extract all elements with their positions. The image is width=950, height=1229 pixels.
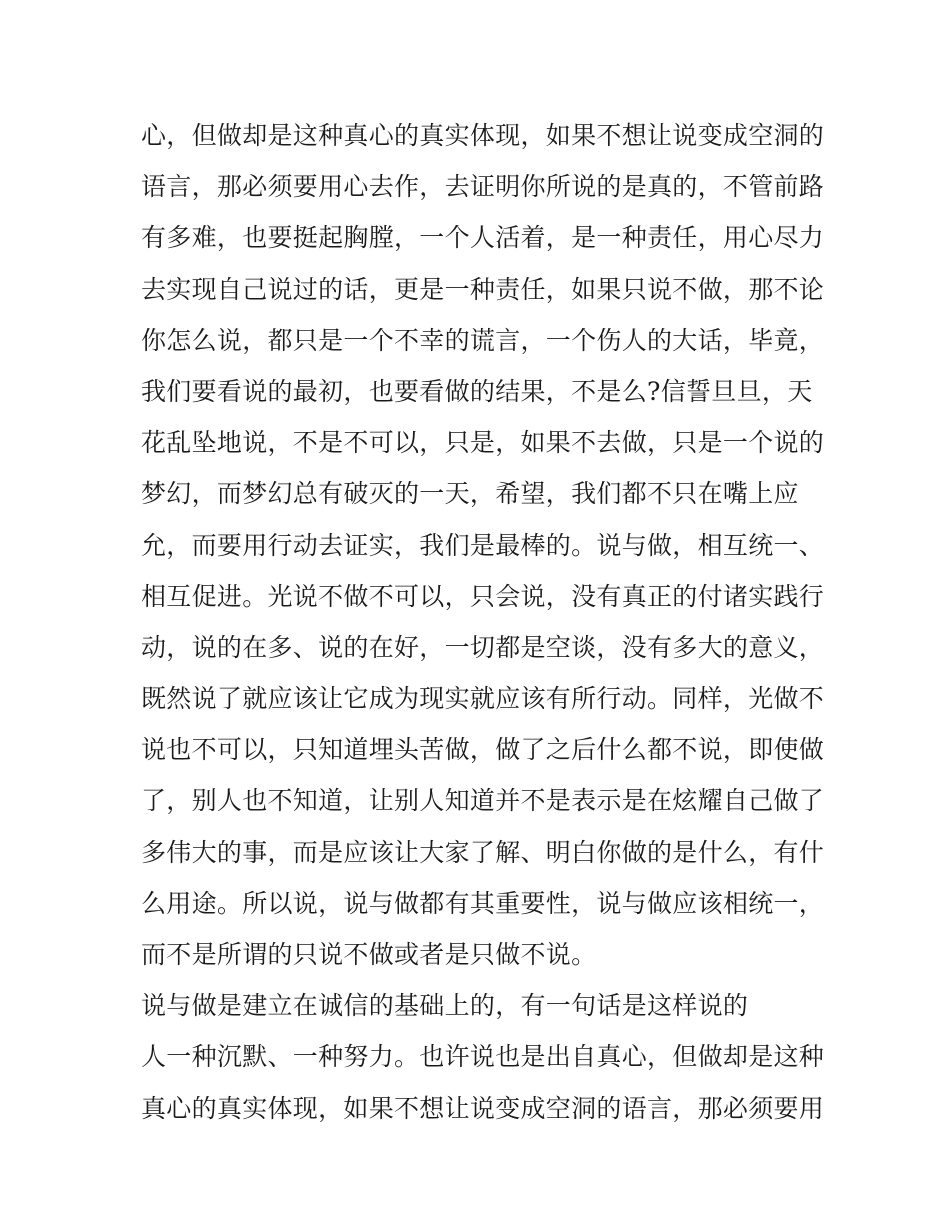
text-line: 心，但做却是这种真心的真实体现，如果不想让说变成空洞的 xyxy=(141,121,825,150)
text-line: 人一种沉默、一种努力。也许说也是出自真心，但做却是这种 xyxy=(141,1042,825,1072)
text-line: 你怎么说，都只是一个不幸的谎言，一个伤人的大话，毕竟， xyxy=(141,325,825,355)
text-line: 去实现自己说过的话，更是一种责任，如果只说不做，那不论 xyxy=(141,274,825,304)
text-line: 有多难，也要挺起胸膛，一个人活着，是一种责任，用心尽力 xyxy=(141,223,825,253)
text-line: 而不是所谓的只说不做或者是只做不说。 xyxy=(141,940,597,969)
text-line: 真心的真实体现，如果不想让说变成空洞的语言，那必须要用 xyxy=(141,1093,825,1123)
text-line: 梦幻，而梦幻总有破灭的一天，希望，我们都不只在嘴上应 xyxy=(141,479,799,509)
text-line: 了，别人也不知道，让别人知道并不是表示是在炫耀自己做了 xyxy=(141,786,825,816)
text-line: 既然说了就应该让它成为现实就应该有所行动。同样，光做不 xyxy=(141,684,825,714)
text-line: 动，说的在多、说的在好，一切都是空谈，没有多大的意义， xyxy=(141,632,825,662)
text-line: 允，而要用行动去证实，我们是最棒的。说与做，相互统一、 xyxy=(141,530,825,560)
text-line: 说与做是建立在诚信的基础上的，有一句话是这样说的 xyxy=(141,991,749,1021)
text-line: 多伟大的事，而是应该让大家了解、明白你做的是什么，有什 xyxy=(141,837,825,867)
text-line: 么用途。所以说，说与做都有其重要性，说与做应该相统一， xyxy=(141,888,825,918)
text-line: 说也不可以，只知道埋头苦做，做了之后什么都不说，即使做 xyxy=(141,735,825,765)
text-line: 相互促进。光说不做不可以，只会说，没有真正的付诸实践行 xyxy=(141,581,825,611)
body-text xyxy=(141,110,825,1134)
text-line: 语言，那必须要用心去作，去证明你所说的是真的，不管前路 xyxy=(141,172,825,202)
text-line: 花乱坠地说，不是不可以，只是，如果不去做，只是一个说的 xyxy=(141,428,825,458)
text-line: 我们要看说的最初，也要看做的结果，不是么?信誓旦旦，天 xyxy=(141,376,813,406)
